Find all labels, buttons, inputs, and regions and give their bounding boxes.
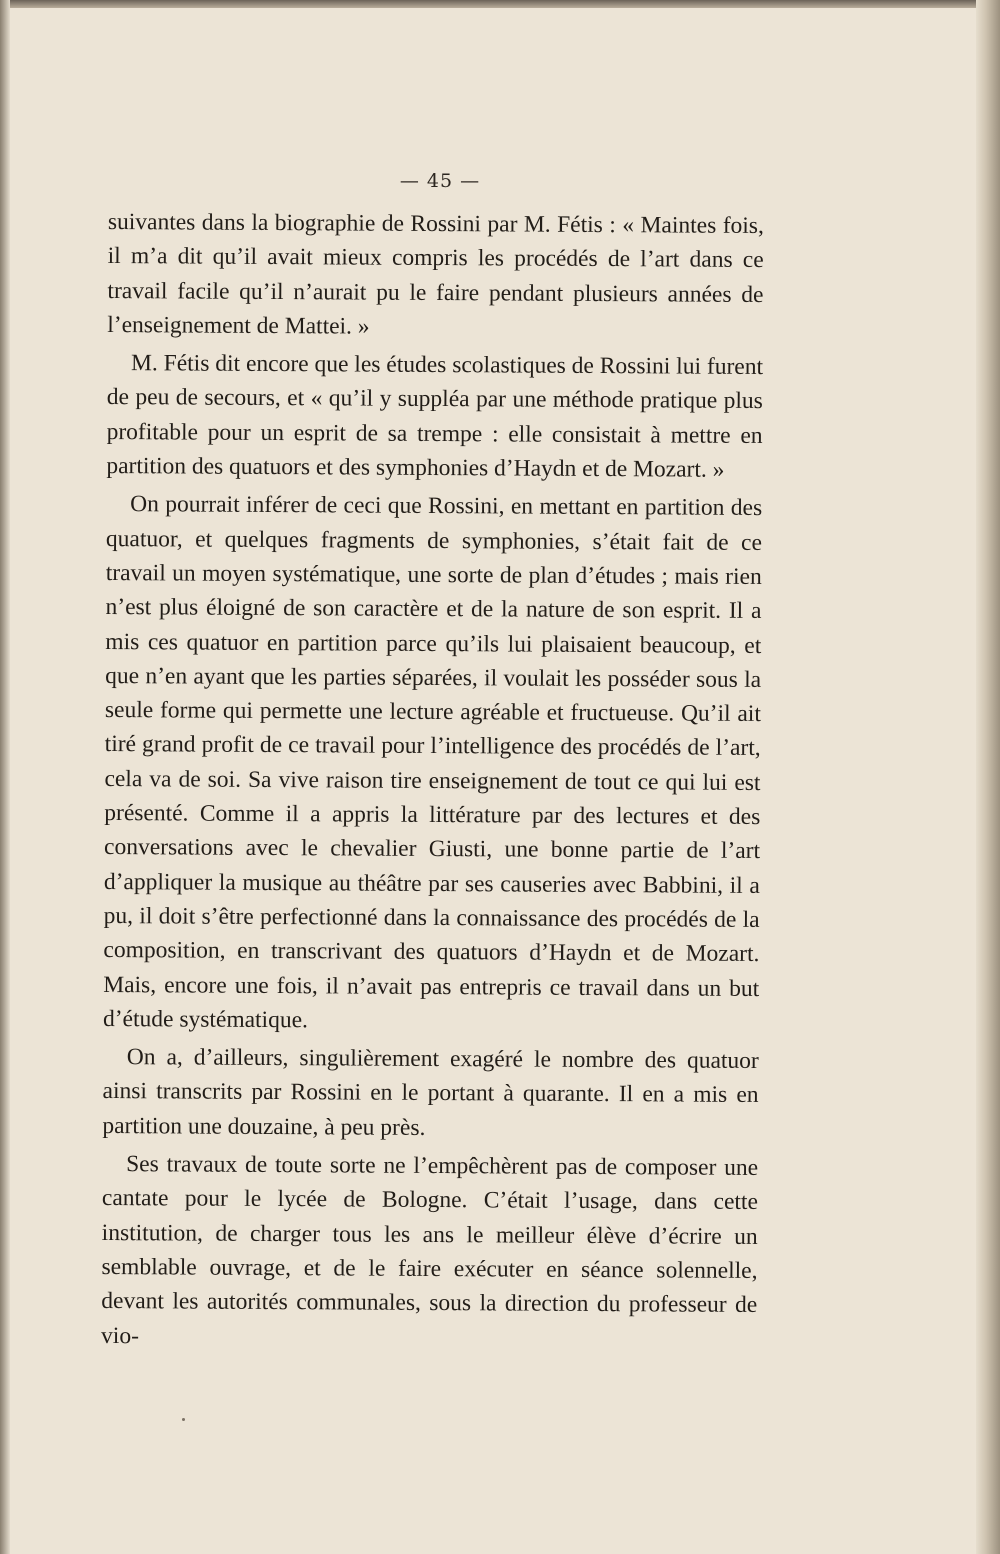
paper-speck [182,1418,185,1421]
page-left-edge [0,0,10,1554]
paragraph-4: On a, d’ailleurs, singulièrement exagéré le nombre des quatuor ainsi transcrits par Rossini en le portant à quarante. Il en a mis en partition une douzaine, à peu près. [102,1044,759,1141]
page-number: — 45 — [399,170,481,192]
paragraph-1: suivantes dans la biographie de Rossini par M. Fétis : « Maintes fois, il m’a dit qu’il avait mieux compris les procédés de l’art dans ce travail facile qu’il n’aurait pu le faire pendant plusieurs années de l’enseignement de Mattei. » [107,208,764,340]
page-top-edge [0,0,1000,8]
page-right-edge [976,0,1000,1554]
paragraph-2: M. Fétis dit encore que les études scolastiques de Rossini lui furent de peu de secours, et « qu’il y suppléa par une méthode pratique plus profitable pour un esprit de sa trempe : elle consistait à mettre en partition des quatuors et des symphonies d’Haydn et de Mozart. » [106,350,764,483]
body-text [101,205,764,1357]
paragraph-3: On pourrait inférer de ceci que Rossini, en mettant en partition des quatuor, et quelques fragments de symphonies, s’était fait de ce travail un moyen systématique, une sorte de plan d’études ; mais rien n’est plus éloigné de son caractère et de la nature de son esprit. Il a mis ces quatuor en partition parce qu’ils lui plaisaient beaucoup, et que n’en ayant que les parties séparées, il voulait les posséder sous la seule forme qui permette une lecture agréable et fructueuse. Qu’il ait tiré grand profit de ce travail pour l’intelligence des procédés de l’art, cela va de soi. Sa vive raison tire enseignement de tout ce qui lui est présenté. Comme il a appris la littérature par des lectures et des conversations avec le chevalier Giusti, une bonne partie de l’art d’appliquer la musique au théâtre par ses causeries avec Babbini, il a pu, il doit s’être perfectionné dans la connaissance des procédés de la composition, en transcrivant des quatuors d’Haydn et de Mozart. Mais, encore une fois, il n’avait pas entrepris ce travail dans un but d’étude systématique. [102,491,763,1034]
paragraph-5: Ses travaux de toute sorte ne l’empêchèrent pas de composer une cantate pour le lycée de Bologne. C’était l’usage, dans cette institution, de charger tous les ans le meilleur élève d’écrire un semblable ouvrage, et de le faire exécuter en séance solennelle, devant les autorités communales, sous la direction du professeur de vio- [101,1151,759,1349]
